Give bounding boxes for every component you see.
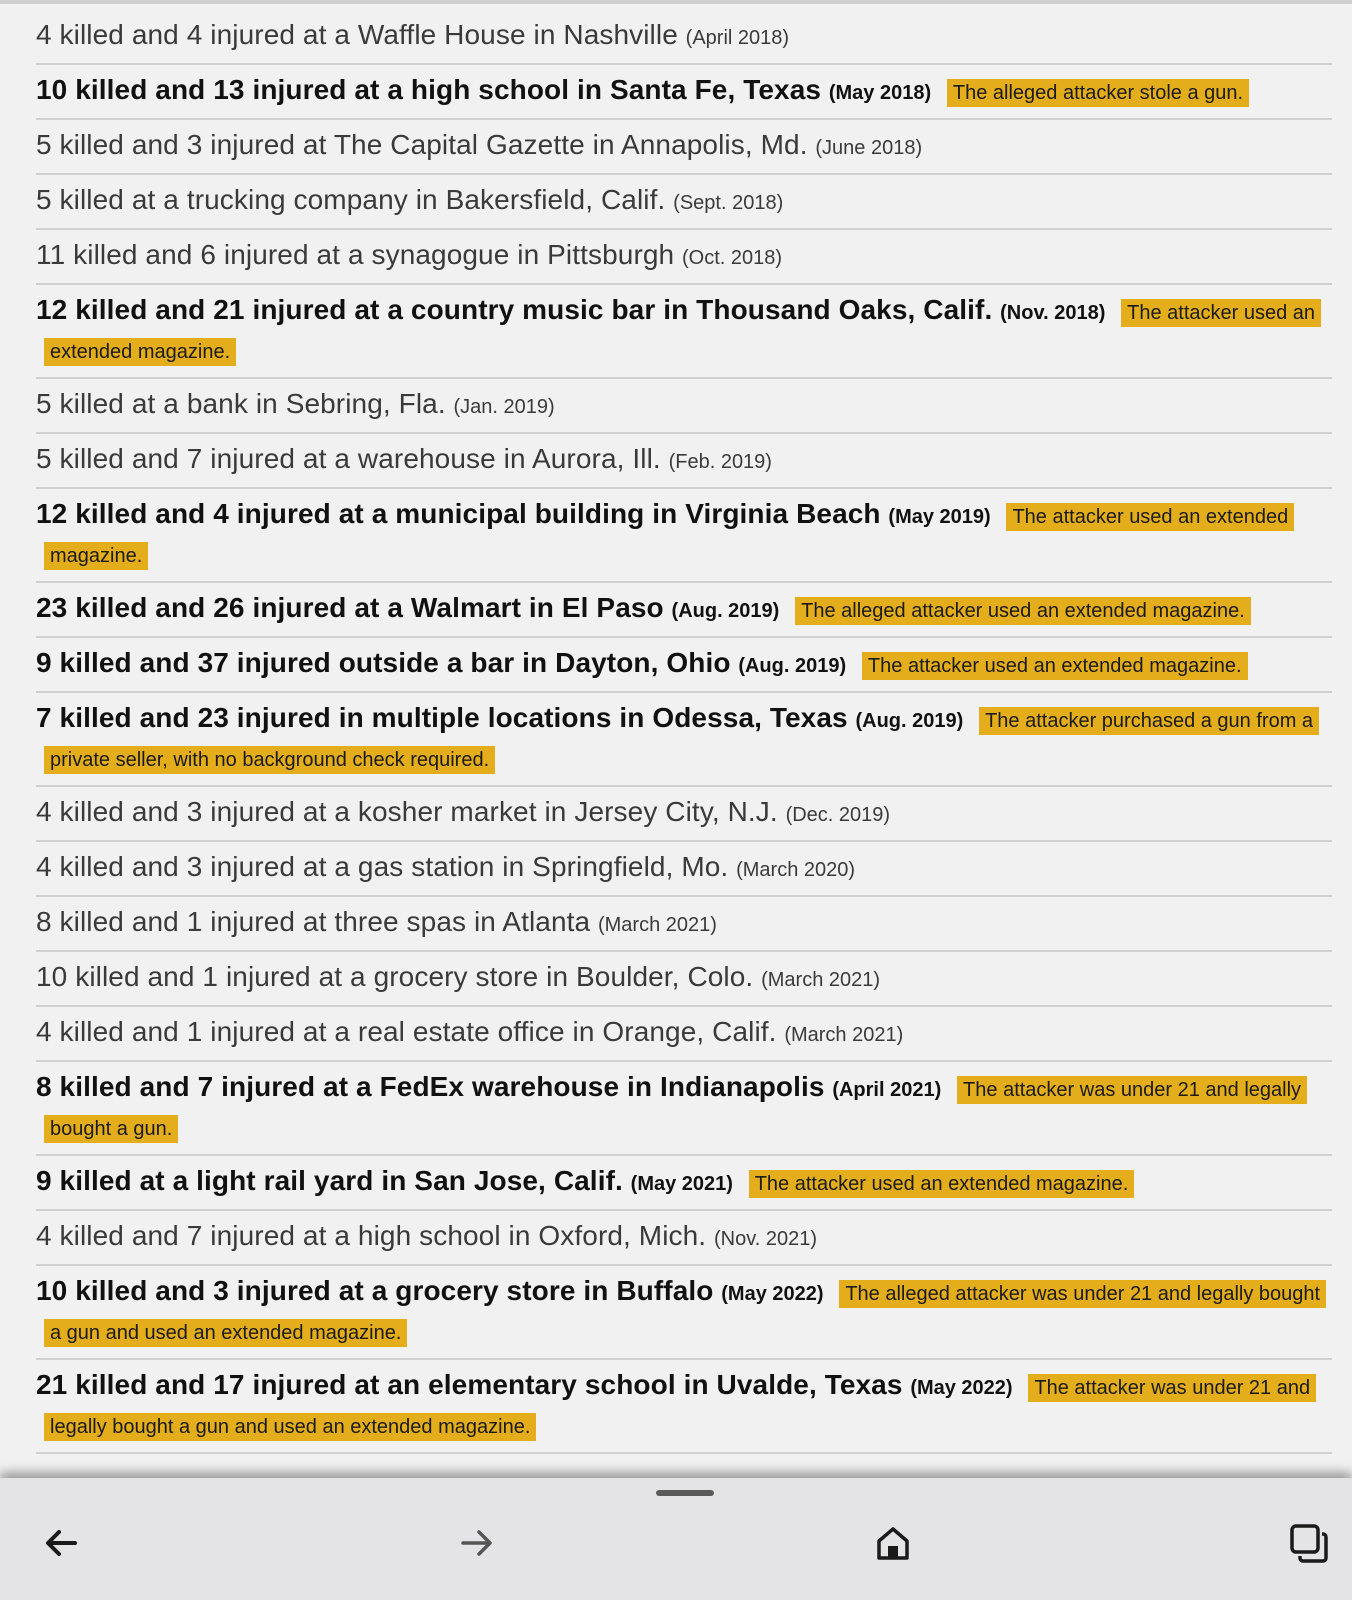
incident-description: 12 killed and 4 injured at a municipal building in Virginia Beach	[36, 498, 881, 529]
list-item	[36, 1211, 1332, 1266]
incident-description: 5 killed and 7 injured at a warehouse in Aurora, Ill.	[36, 443, 661, 474]
incident-date: (March 2020)	[736, 859, 856, 881]
incident-date: (May 2019)	[888, 506, 991, 528]
incident-date: (Feb. 2019)	[668, 451, 772, 473]
incident-date: (Jan. 2019)	[453, 396, 555, 418]
incident-date: (March 2021)	[784, 1024, 904, 1046]
incident-date: (Nov. 2021)	[713, 1228, 817, 1250]
incident-description: 4 killed and 3 injured at a kosher market in Jersey City, N.J.	[36, 796, 778, 827]
incident-description: 10 killed and 13 injured at a high school in Santa Fe, Texas	[36, 74, 822, 105]
list-item	[36, 952, 1332, 1007]
highlight-note: The attacker used an extended magazine.	[44, 299, 1321, 366]
incident-description: 11 killed and 6 injured at a synagogue in Pittsburgh	[36, 239, 675, 270]
incident-description: 5 killed at a trucking company in Bakersfield, Calif.	[36, 184, 666, 215]
incident-description: 9 killed at a light rail yard in San Jose, Calif.	[36, 1165, 623, 1196]
incident-date: (March 2021)	[761, 969, 881, 991]
incident-description: 4 killed and 3 injured at a gas station in Springfield, Mo.	[36, 851, 729, 882]
list-item	[36, 693, 1332, 787]
shooting-list	[36, 10, 1332, 1454]
incident-description: 4 killed and 1 injured at a real estate office in Orange, Calif.	[36, 1016, 777, 1047]
incident-description: 21 killed and 17 injured at an elementary school in Uvalde, Texas	[36, 1369, 903, 1400]
highlight-note: The alleged attacker used an extended magazine.	[795, 597, 1251, 625]
highlight-note: The attacker was under 21 and legally bought a gun and used an extended magazine.	[44, 1374, 1316, 1441]
incident-description: 10 killed and 3 injured at a grocery store in Buffalo	[36, 1275, 714, 1306]
list-item	[36, 175, 1332, 230]
incident-description: 5 killed at a bank in Sebring, Fla.	[36, 388, 446, 419]
incident-date: (April 2018)	[685, 27, 790, 49]
incident-date: (Sept. 2018)	[673, 192, 784, 214]
incident-description: 8 killed and 1 injured at three spas in Atlanta	[36, 906, 591, 937]
incident-date: (Aug. 2019)	[738, 655, 847, 677]
list-item	[36, 10, 1332, 65]
incident-description: 12 killed and 21 injured at a country music bar in Thousand Oaks, Calif.	[36, 294, 993, 325]
highlight-note: The alleged attacker was under 21 and legally bought a gun and used an extended magazine.	[44, 1280, 1326, 1347]
list-item	[36, 434, 1332, 489]
incident-description: 7 killed and 23 injured in multiple locations in Odessa, Texas	[36, 702, 848, 733]
highlight-note: The attacker used an extended magazine.	[44, 503, 1294, 570]
list-item	[36, 120, 1332, 175]
incident-description: 9 killed and 37 injured outside a bar in Dayton, Ohio	[36, 647, 731, 678]
list-item	[36, 787, 1332, 842]
home-button[interactable]	[868, 1518, 918, 1568]
incident-description: 5 killed and 3 injured at The Capital Gazette in Annapolis, Md.	[36, 129, 808, 160]
forward-button[interactable]	[452, 1518, 502, 1568]
list-item	[36, 489, 1332, 583]
list-item	[36, 230, 1332, 285]
incident-description: 23 killed and 26 injured at a Walmart in El Paso	[36, 592, 664, 623]
highlight-note: The alleged attacker stole a gun.	[947, 79, 1249, 107]
list-item	[36, 842, 1332, 897]
highlight-note: The attacker was under 21 and legally bought a gun.	[44, 1076, 1307, 1143]
list-item	[36, 285, 1332, 379]
forward-arrow-icon	[457, 1523, 497, 1563]
incident-date: (Nov. 2018)	[1000, 302, 1106, 324]
incident-date: (Dec. 2019)	[785, 804, 891, 826]
list-item	[36, 1156, 1332, 1211]
list-item	[36, 65, 1332, 120]
tabs-icon	[1288, 1522, 1330, 1564]
tabs-button[interactable]	[1284, 1518, 1334, 1568]
back-button[interactable]	[36, 1518, 86, 1568]
incident-date: (Aug. 2019)	[855, 710, 964, 732]
browser-bottom-bar	[0, 1478, 1352, 1600]
incident-description: 8 killed and 7 injured at a FedEx warehouse in Indianapolis	[36, 1071, 825, 1102]
incident-date: (April 2021)	[832, 1079, 942, 1101]
list-item	[36, 897, 1332, 952]
incident-date: (May 2021)	[630, 1173, 733, 1195]
incident-date: (Oct. 2018)	[682, 247, 783, 269]
incident-date: (Aug. 2019)	[671, 600, 780, 622]
home-icon	[873, 1523, 913, 1563]
list-item	[36, 1062, 1332, 1156]
incident-description: 4 killed and 7 injured at a high school in Oxford, Mich.	[36, 1220, 707, 1251]
list-item	[36, 1360, 1332, 1454]
list-item	[36, 1007, 1332, 1062]
highlight-note: The attacker used an extended magazine.	[862, 652, 1248, 680]
incident-description: 4 killed and 4 injured at a Waffle House in Nashville	[36, 19, 678, 50]
drag-handle[interactable]	[656, 1490, 714, 1496]
back-arrow-icon	[41, 1523, 81, 1563]
incident-date: (March 2021)	[597, 914, 717, 936]
incident-date: (May 2018)	[828, 82, 932, 104]
highlight-note: The attacker purchased a gun from a private seller, with no background check required.	[44, 707, 1319, 774]
incident-date: (May 2022)	[721, 1283, 824, 1305]
highlight-note: The attacker used an extended magazine.	[749, 1170, 1135, 1198]
incident-description: 10 killed and 1 injured at a grocery store in Boulder, Colo.	[36, 961, 754, 992]
incident-date: (June 2018)	[815, 137, 923, 159]
list-item	[36, 1266, 1332, 1360]
top-edge	[0, 0, 1352, 4]
list-item	[36, 583, 1332, 638]
list-item	[36, 379, 1332, 434]
incident-date: (May 2022)	[910, 1377, 1013, 1399]
list-item	[36, 638, 1332, 693]
